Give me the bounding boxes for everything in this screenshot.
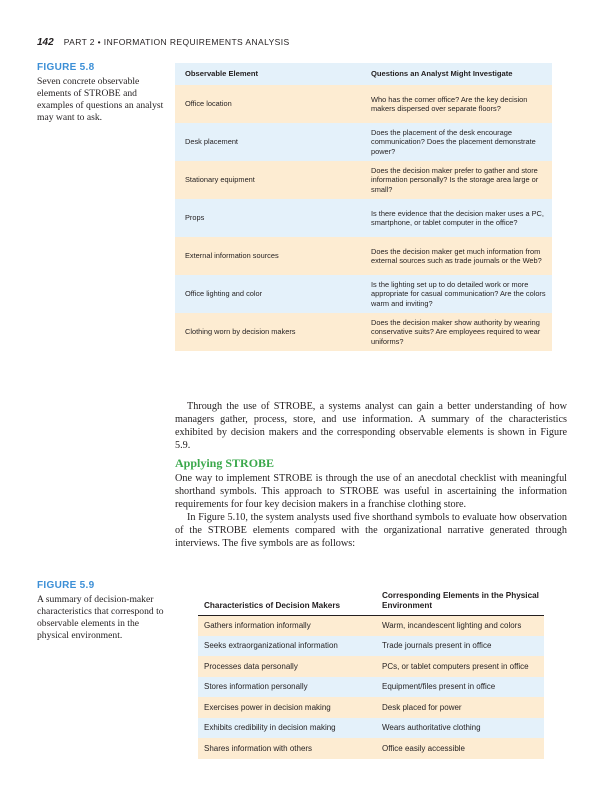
analyst-question: Is the lighting set up to do detailed work or more appropriate for casual communication? Are the colors warm and inviting? xyxy=(361,275,552,313)
column-header: Observable Element xyxy=(175,63,361,85)
decision-maker-characteristic: Shares information with others xyxy=(198,738,376,759)
figure-5-8-label: FIGURE 5.8 xyxy=(37,62,95,73)
analyst-question: Is there evidence that the decision maker uses a PC, smartphone, or tablet computer in the office? xyxy=(361,199,552,237)
running-head xyxy=(37,37,290,48)
table-header-row xyxy=(175,63,552,85)
table-row xyxy=(175,85,552,123)
table-row xyxy=(175,123,552,161)
page-number: 142 xyxy=(37,37,54,48)
analyst-question: Does the decision maker prefer to gather and store information personally? Is the storage area large or small? xyxy=(361,161,552,199)
decision-maker-characteristic: Seeks extraorganizational information xyxy=(198,636,376,657)
column-header: Characteristics of Decision Makers xyxy=(198,585,376,615)
body-paragraph: In Figure 5.10, the system analysts used five shorthand symbols to evaluate how observation of the STROBE elements compared with the organizational narrative generated through interviews. The five symbols are as follows: xyxy=(175,512,567,549)
figure-5-9-caption: A summary of decision-maker characteristics that correspond to observable elements in the physical environment. xyxy=(37,594,164,641)
table-row xyxy=(175,161,552,199)
decision-maker-characteristic: Exercises power in decision making xyxy=(198,697,376,718)
physical-element: Warm, incandescent lighting and colors xyxy=(376,615,544,636)
observable-element: Office lighting and color xyxy=(175,275,361,313)
physical-element: Office easily accessible xyxy=(376,738,544,759)
table-row xyxy=(198,636,544,657)
section-heading: Applying STROBE xyxy=(175,456,275,470)
figure-5-9-table xyxy=(198,585,544,759)
table-row xyxy=(175,313,552,351)
observable-element: Props xyxy=(175,199,361,237)
body-text xyxy=(175,400,567,550)
decision-maker-characteristic: Stores information personally xyxy=(198,677,376,698)
body-paragraph: Through the use of STROBE, a systems analyst can gain a better understanding of how managers gather, process, store, and use information. A summary of the characteristics exhibited by decision makers and the corresponding observable elements is shown in Figure 5.9. xyxy=(175,401,567,451)
table-row xyxy=(198,738,544,759)
figure-5-9-sidebar xyxy=(37,580,167,642)
table-row xyxy=(175,237,552,275)
observable-element: Desk placement xyxy=(175,123,361,161)
column-header: Corresponding Elements in the Physical Environment xyxy=(376,585,544,615)
observable-element: External information sources xyxy=(175,237,361,275)
analyst-question: Does the decision maker get much information from external sources such as trade journals or the Web? xyxy=(361,237,552,275)
physical-element: Desk placed for power xyxy=(376,697,544,718)
running-head-title: PART 2 • INFORMATION REQUIREMENTS ANALYSIS xyxy=(63,37,290,47)
observable-element: Clothing worn by decision makers xyxy=(175,313,361,351)
column-header: Questions an Analyst Might Investigate xyxy=(361,63,552,85)
analyst-question: Does the placement of the desk encourage communication? Does the placement demonstrate power? xyxy=(361,123,552,161)
physical-element: Trade journals present in office xyxy=(376,636,544,657)
figure-5-8-caption: Seven concrete observable elements of STROBE and examples of questions an analyst may want to ask. xyxy=(37,76,164,123)
observable-element: Office location xyxy=(175,85,361,123)
analyst-question: Does the decision maker show authority by wearing conservative suits? Are employees required to wear uniforms? xyxy=(361,313,552,351)
table-row xyxy=(198,718,544,739)
figure-5-8-table xyxy=(175,63,552,351)
figure-5-9-label: FIGURE 5.9 xyxy=(37,580,95,591)
physical-element: PCs, or tablet computers present in office xyxy=(376,656,544,677)
table-row xyxy=(175,199,552,237)
table-row xyxy=(198,615,544,636)
analyst-question: Who has the corner office? Are the key decision makers dispersed over separate floors? xyxy=(361,85,552,123)
decision-maker-characteristic: Exhibits credibility in decision making xyxy=(198,718,376,739)
table-row xyxy=(198,677,544,698)
decision-maker-characteristic: Gathers information informally xyxy=(198,615,376,636)
table-row xyxy=(175,275,552,313)
figure-5-8-sidebar xyxy=(37,62,167,124)
body-paragraph: One way to implement STROBE is through the use of an anecdotal checklist with meaningful shorthand symbols. This approach to STROBE was useful in ascertaining the information requirements for four key decision makers in a franchise clothing store. xyxy=(175,473,567,510)
table-row xyxy=(198,697,544,718)
observable-element: Stationary equipment xyxy=(175,161,361,199)
table-header-row xyxy=(198,585,544,615)
table-row xyxy=(198,656,544,677)
decision-maker-characteristic: Processes data personally xyxy=(198,656,376,677)
physical-element: Wears authoritative clothing xyxy=(376,718,544,739)
physical-element: Equipment/files present in office xyxy=(376,677,544,698)
